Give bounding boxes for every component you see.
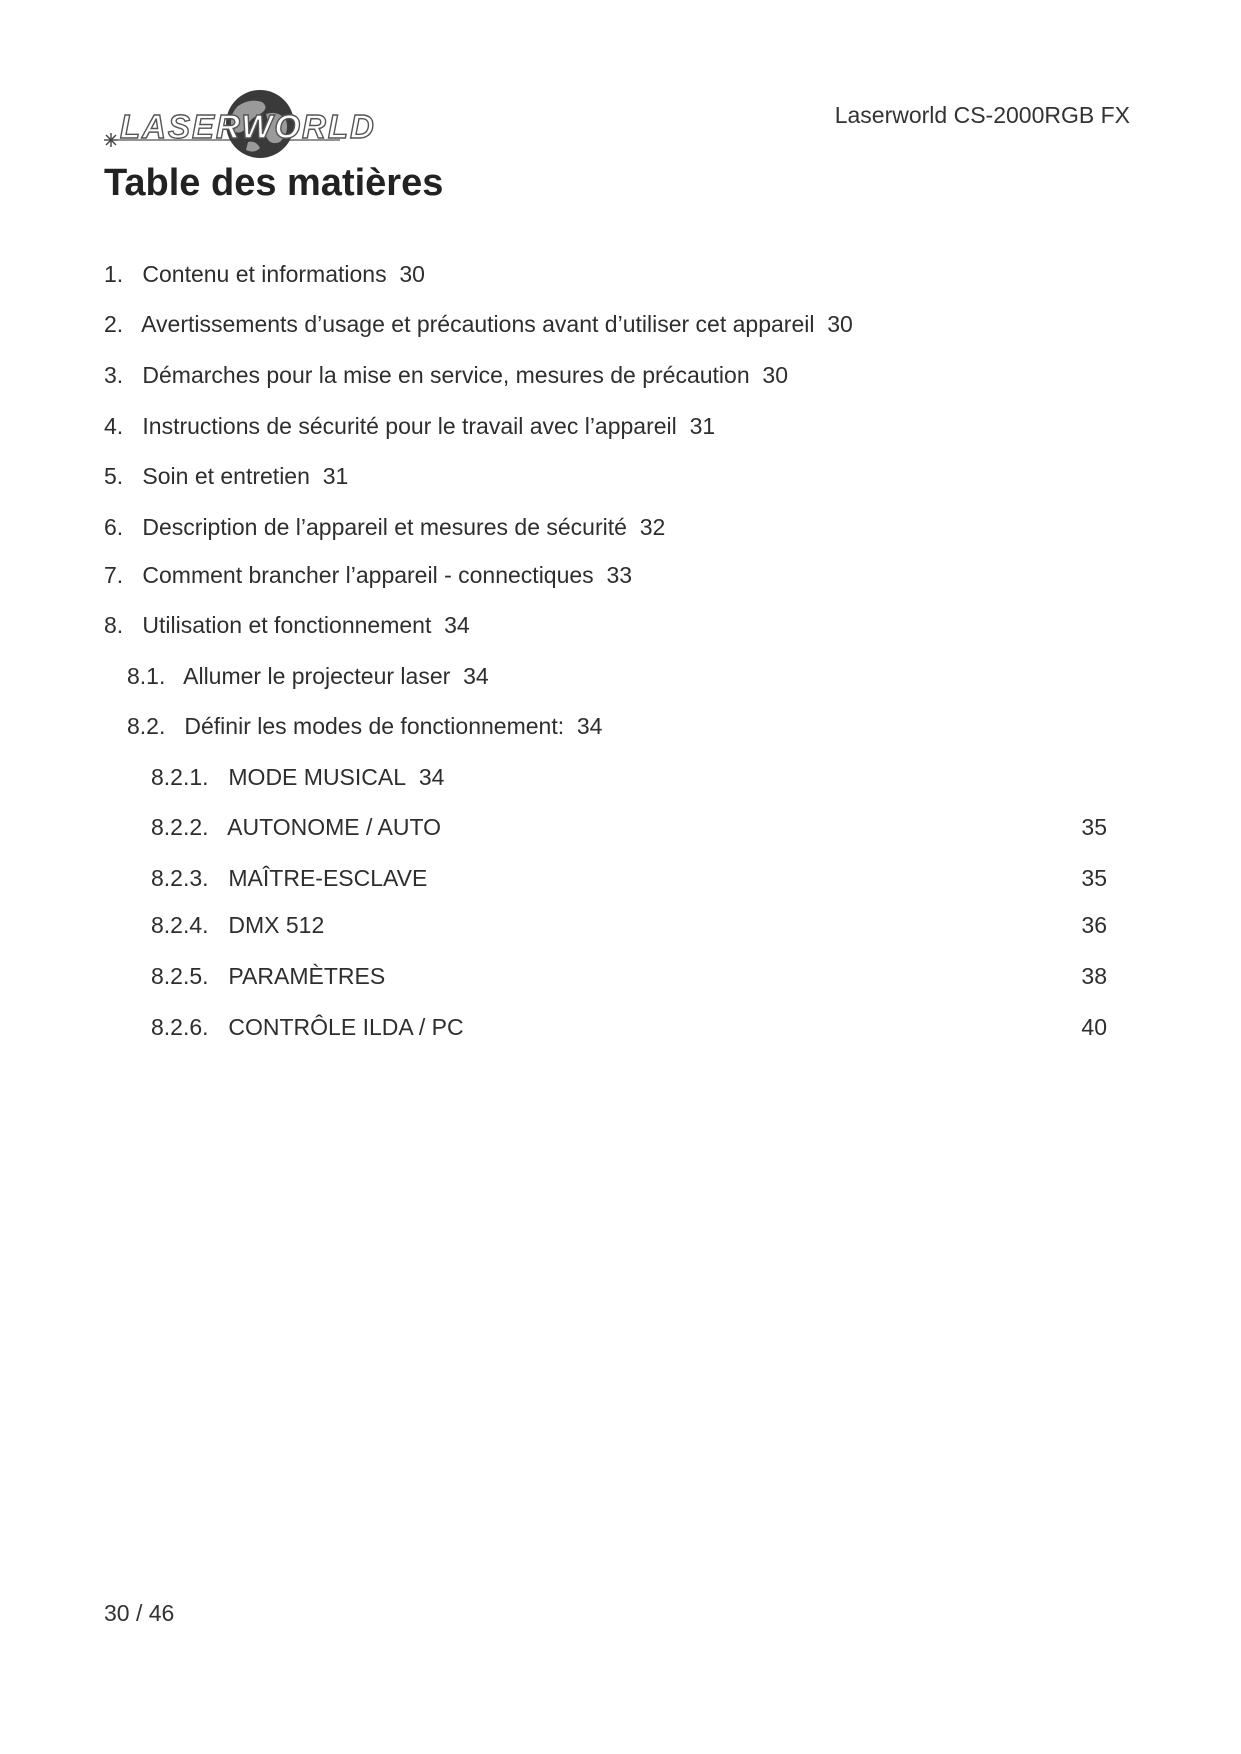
toc-entry-8-2-5[interactable] <box>151 962 385 990</box>
toc-entry-label: Contenu et informations <box>142 261 387 287</box>
toc-entry-number: 8.2. <box>127 713 166 739</box>
toc-entry-8-2-1[interactable] <box>151 763 444 791</box>
toc-entry-label: Avertissements d’usage et précautions avant d’utiliser cet appareil <box>141 311 815 337</box>
toc-entry-page: 34 <box>418 764 445 790</box>
toc-entry-number: 8.1. <box>127 663 166 689</box>
toc-entry-page: 30 <box>762 362 788 388</box>
toc-entry-number: 5. <box>104 463 124 489</box>
toc-entry-page: 32 <box>639 514 666 540</box>
toc-entry-label: MODE MUSICAL <box>228 764 407 790</box>
toc-entry-3[interactable] <box>104 361 788 389</box>
toc-entry-8-2-4[interactable] <box>151 911 324 939</box>
toc-entry-label: PARAMÈTRES <box>228 963 386 989</box>
toc-entry-5[interactable] <box>104 462 348 490</box>
toc-entry-page: 36 <box>1081 912 1107 938</box>
logo-wordmark: LASERWORLD <box>120 108 376 145</box>
toc-entry-2[interactable] <box>104 310 853 338</box>
toc-entry-8[interactable] <box>104 611 470 639</box>
toc-entry-label: Description de l’appareil et mesures de sécurité <box>142 514 627 540</box>
toc-entry-label: Comment brancher l’appareil - connectiques <box>142 562 594 588</box>
toc-entry-page: 38 <box>1081 963 1107 989</box>
toc-entry-label: Définir les modes de fonctionnement: <box>184 713 565 739</box>
document-title: Laserworld CS-2000RGB FX <box>834 102 1130 128</box>
toc-entry-1[interactable] <box>104 260 425 288</box>
toc-entry-6[interactable] <box>104 513 665 541</box>
toc-entry-page: 33 <box>606 562 633 588</box>
toc-entry-number: 4. <box>104 413 124 439</box>
toc-entry-page: 35 <box>1081 865 1107 891</box>
toc-entry-8-2-6[interactable] <box>151 1013 464 1041</box>
toc-entry-number: 8.2.5. <box>151 963 209 989</box>
toc-entry-number: 8.2.6. <box>151 1014 209 1040</box>
toc-entry-number: 8.2.4. <box>151 912 209 938</box>
toc-entry-number: 7. <box>104 562 124 588</box>
toc-entry-4[interactable] <box>104 412 715 440</box>
toc-entry-number: 8.2.1. <box>151 764 209 790</box>
toc-entry-label: Soin et entretien <box>142 463 310 489</box>
toc-entry-7[interactable] <box>104 561 632 589</box>
toc-entry-label: DMX 512 <box>228 912 325 938</box>
toc-entry-label: Allumer le projecteur laser <box>183 663 451 689</box>
toc-entry-number: 1. <box>104 261 124 287</box>
laserworld-logo <box>100 84 376 164</box>
toc-entry-number: 6. <box>104 514 124 540</box>
toc-entry-label: Instructions de sécurité pour le travail avec l’appareil <box>142 413 677 439</box>
toc-entry-8-2-2[interactable] <box>151 813 441 841</box>
toc-entry-page: 31 <box>689 413 716 439</box>
toc-entry-number: 3. <box>104 362 124 388</box>
toc-entry-number: 2. <box>104 311 124 337</box>
toc-entry-page: 34 <box>444 612 470 638</box>
toc-entry-8-2-3[interactable] <box>151 864 427 892</box>
toc-entry-label: CONTRÔLE ILDA / PC <box>228 1014 464 1040</box>
toc-heading: Table des matières <box>104 162 444 204</box>
toc-entry-number: 8. <box>104 612 124 638</box>
toc-entry-number: 8.2.2. <box>151 814 209 840</box>
toc-entry-number: 8.2.3. <box>151 865 209 891</box>
toc-entry-8-1[interactable] <box>127 662 489 690</box>
toc-entry-label: Démarches pour la mise en service, mesures de précaution <box>142 362 750 388</box>
toc-entry-page: 30 <box>827 311 853 337</box>
toc-entry-page: 34 <box>576 713 603 739</box>
toc-entry-8-2[interactable] <box>127 712 602 740</box>
toc-entry-page: 31 <box>322 463 349 489</box>
toc-entry-page: 40 <box>1081 1014 1107 1040</box>
page-number: 30 / 46 <box>104 1600 175 1626</box>
toc-entry-label: AUTONOME / AUTO <box>227 814 441 840</box>
toc-entry-page: 30 <box>399 261 425 287</box>
toc-entry-page: 34 <box>463 663 489 689</box>
toc-entry-label: Utilisation et fonctionnement <box>142 612 432 638</box>
toc-entry-label: MAÎTRE-ESCLAVE <box>228 865 428 891</box>
toc-entry-page: 35 <box>1081 814 1107 840</box>
